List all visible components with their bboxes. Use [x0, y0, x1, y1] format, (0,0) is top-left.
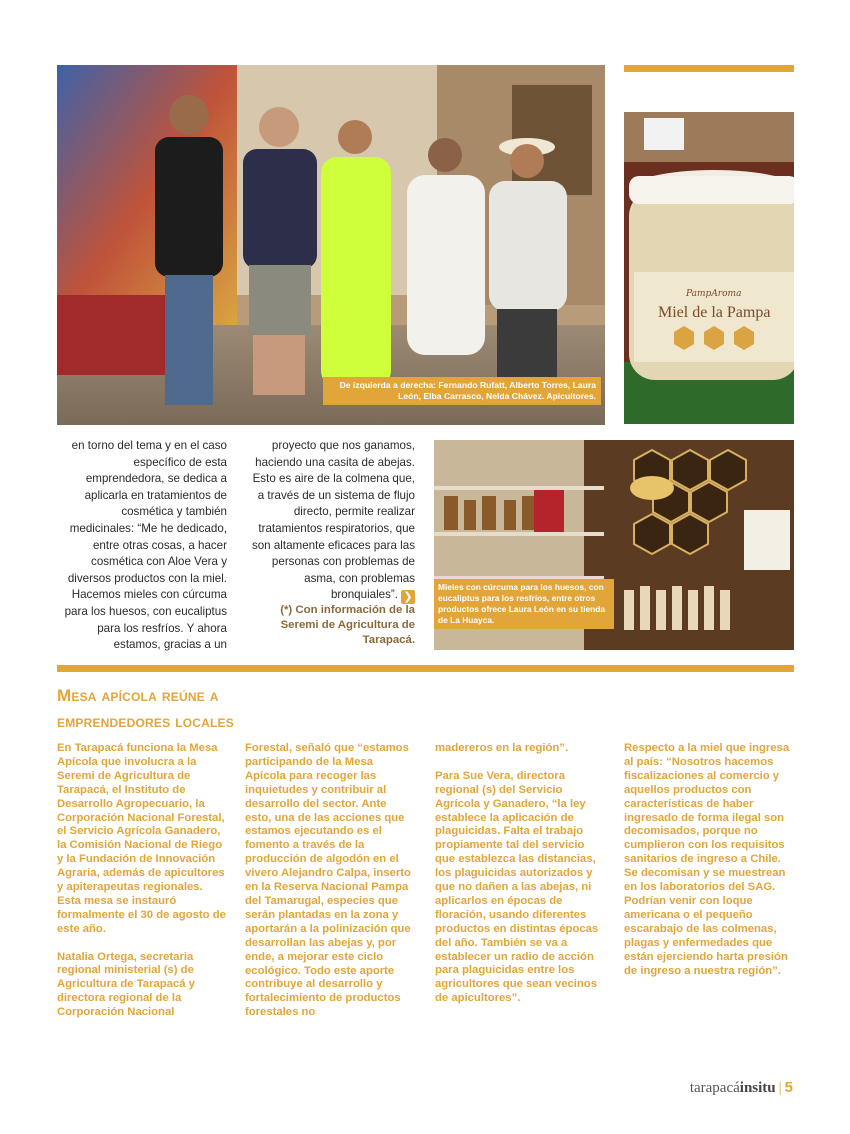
section-title-line-2: emprendedores locales [57, 712, 234, 731]
section-divider [57, 665, 794, 672]
jar-brand: PampAroma [686, 289, 742, 299]
page-footer [690, 1079, 793, 1097]
lower-column-3-paragraph-2: Para Sue Vera, directora regional (s) del Servicio Agrícola y Ganadero, “la ley establece la aplicación de plaguicidas. Falta el trabajo propiamente tal del servicio que establezca las distancias, los plaguicidas autorizados y que no dañen a las abejas, ni aplicarlos en épocas de floración, usando diferentes productos en distintas épocas del año. También se va a establecer un radio de acción para plaguicidas entre los agricultores que sean vecinos de apicultores”. [435, 769, 599, 1005]
footer-separator: | [778, 1080, 782, 1096]
honey-jar-photo [624, 112, 794, 424]
shop-photo-caption: Mieles con cúrcuma para los huesos, con eucaliptus para los resfríos, entre otros productos ofrece Laura León en su tienda de La Huayca. [434, 579, 614, 629]
jar-label: Miel de la Pampa [658, 304, 771, 321]
person-1 [155, 95, 223, 405]
section-title [57, 683, 457, 735]
upper-column-1 [57, 438, 227, 654]
group-photo [57, 65, 605, 425]
lower-column-4-paragraph-1: Respecto a la miel que ingresa al país: “Nosotros hacemos fiscalizaciones al comercio y aquellos productos con características de haber ingresado de forma ilegal son decomisados, porque no cumplieron con los requisitos sanitarios de ingreso a Chile. Se decomisan y se muestrean en los laboratorios del SAG. Podrían venir con loque americana o el pequeño escarabajo de las colmenas, plagas y enfermedades que están ejerciendo harta presión de ingreso a nuestra región”. [624, 742, 790, 977]
lower-column-2 [245, 742, 415, 1034]
lower-column-2-paragraph-1: Forestal, señaló que “estamos participando de la Mesa Apícola para recoger las inquietudes y contribuir al desarrollo del sector. Ante esto, una de las acciones que estamos ejecutando es el fomento a través de la producción de algodón en el vivero Alejandro Calpa, inserto en la Reserva Nacional Pampa del Tamarugal, especies que serán plantadas en la zona y aportarán a la polinización que desarrollan las abejas y, por ende, a mejorar este ciclo ecológico. Todo este aporte contribuye al desarrollo y fortalecimiento de productos forestales no [245, 742, 411, 1019]
lower-column-4 [624, 742, 794, 992]
lower-column-3 [435, 742, 605, 1020]
group-photo-illustration [57, 65, 605, 425]
top-accent-bar [624, 65, 794, 72]
page-number: 5 [784, 1079, 793, 1096]
lower-column-3-paragraph-1: madereros en la región”. [435, 742, 569, 754]
section-title-line-1: Mesa apícola reúne a [57, 686, 219, 705]
person-3 [321, 120, 391, 387]
lower-column-1-paragraph-1: En Tarapacá funciona la Mesa Apícola que involucra a la Seremi de Agricultura de Tarapacá, el Instituto de Desarrollo Agropecuario, la Corporación Nacional Forestal, el Servicio Agrícola Ganadero, la Comisión Nacional de Riego y la Fundación de Innovación Agraria, además de apicultores y apiterapeutas regionales. Esta mesa se instauró formalmente el 30 de agosto de este año. [57, 742, 226, 935]
footer-brand-regular: tarapacá [689, 1080, 740, 1096]
upper-column-1-text: en torno del tema y en el caso específico de esta emprendedora, se dedica a aplicarla en tratamientos de cosmética y también medicinales: “Me he dedicado, entre otras cosas, a hacer cosmética con Aloe Vera y diversos productos con la miel. Hacemos mieles con cúrcuma para los huesos, con eucaliptus para los resfríos. Y ahora estamos, gracias a un [64, 439, 227, 652]
shop-photo [434, 440, 794, 650]
lower-column-1 [57, 742, 227, 1034]
source-credit: (*) Con información de la Seremi de Agricultura de Tarapacá. [280, 604, 415, 646]
upper-column-2-text: proyecto que nos ganamos, haciendo una casita de abejas. Esto es aire de la colmena que, a través de un sistema de flujo directo, permite realizar tratamientos respiratorios, que son altamente eficaces para las personas con problemas de asma, con problemas bronquiales”. [251, 439, 415, 602]
footer-brand-bold: insitu [739, 1080, 776, 1096]
arrow-right-icon: ❯ [401, 590, 415, 604]
group-photo-caption: De izquierda a derecha: Fernando Rufatt, Alberto Torres, Laura León, Elba Carrasco, Nelda Chávez. Apicultores. [323, 377, 601, 405]
honey-jar-illustration [624, 112, 794, 424]
upper-column-2 [244, 438, 415, 604]
lower-column-1-paragraph-2: Natalia Ortega, secretaria regional ministerial (s) de Agricultura de Tarapacá y directora regional de la Corporación Nacional [57, 950, 195, 1019]
